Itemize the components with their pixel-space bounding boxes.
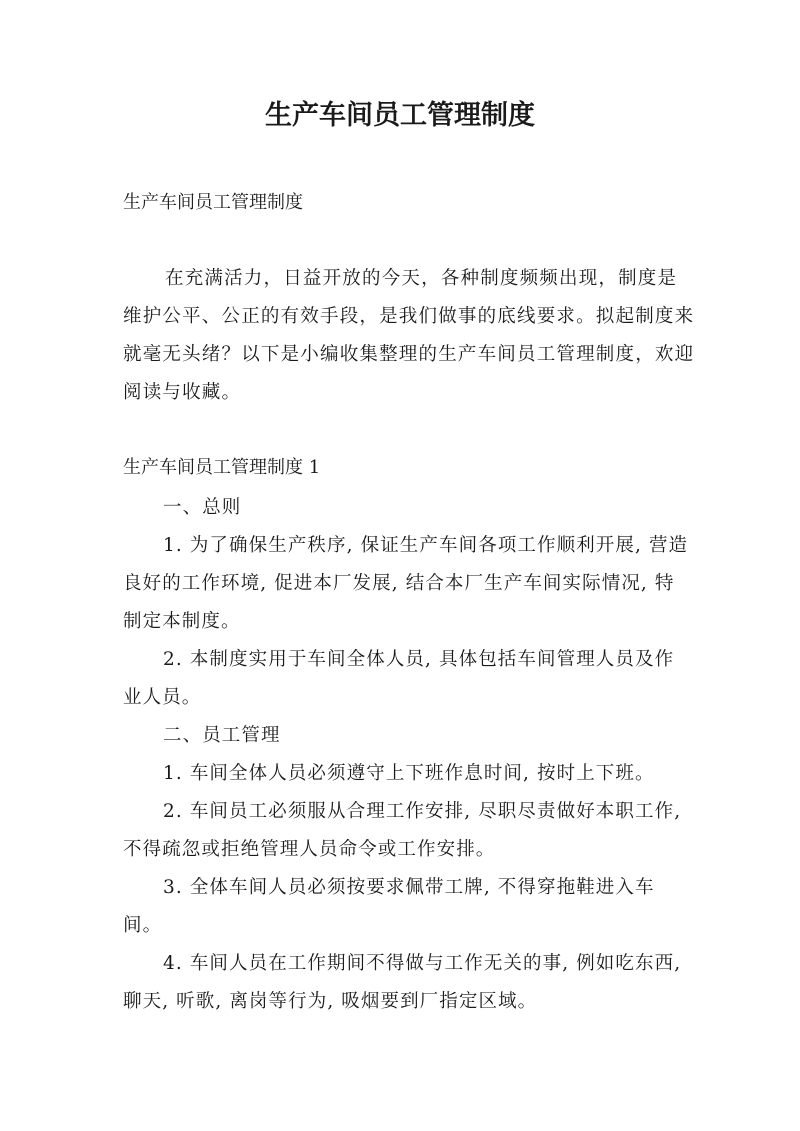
body-paragraph: 4. 车间人员在工作期间不得做与工作无关的事, 例如吃东西, 聊天, 听歌, 离岗等行为, 吸烟要到厂指定区域。 xyxy=(123,953,682,1012)
chapter-heading: 一、总则 xyxy=(163,497,242,518)
document-subtitle: 生产车间员工管理制度 xyxy=(123,192,303,213)
section-body xyxy=(123,489,689,1021)
section-heading: 生产车间员工管理制度 1 xyxy=(123,457,321,478)
body-paragraph: 1. 为了确保生产秩序, 保证生产车间各项工作顺利开展, 营造良好的工作环境, 促进本厂发展, 结合本厂生产车间实际情况, 特制定本制度。 xyxy=(123,535,689,632)
body-paragraph: 2. 车间员工必须服从合理工作安排, 尽职尽责做好本职工作, 不得疏忽或拒绝管理人员命令或工作安排。 xyxy=(123,801,682,860)
document-title: 生产车间员工管理制度 xyxy=(265,100,535,131)
chapter-heading: 二、员工管理 xyxy=(163,725,281,746)
body-paragraph: 1. 车间全体人员必须遵守上下班作息时间, 按时上下班。 xyxy=(163,763,655,784)
intro-paragraph: 在充满活力，日益开放的今天，各种制度频频出现，制度是维护公平、公正的有效手段，是我们做事的底线要求。拟起制度来就毫无头绪？以下是小编收集整理的生产车间员工管理制度，欢迎阅读与收藏。 xyxy=(123,268,695,403)
body-paragraph: 2. 本制度实用于车间全体人员, 具体包括车间管理人员及作业人员。 xyxy=(123,649,675,708)
body-paragraph: 3. 全体车间人员必须按要求佩带工牌, 不得穿拖鞋进入车间。 xyxy=(123,877,655,936)
